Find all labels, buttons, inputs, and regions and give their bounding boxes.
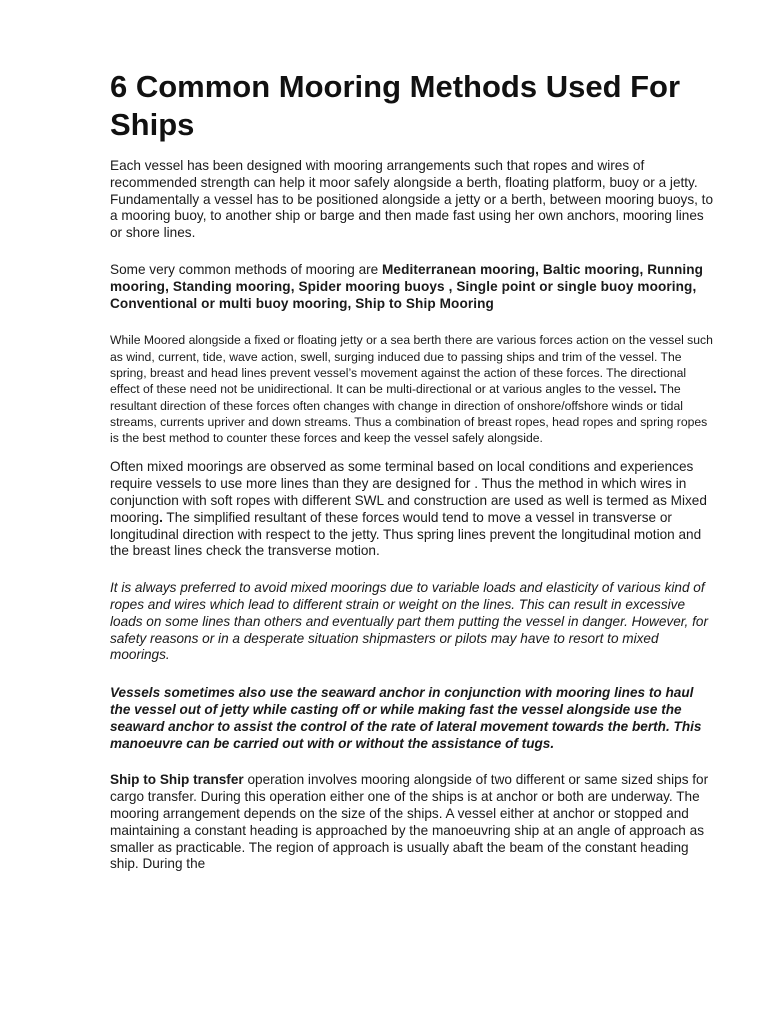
seaward-anchor-paragraph: Vessels sometimes also use the seaward anchor in conjunction with mooring lines to haul the vessel out of jetty while casting off or while making fast the vessel alongside use the seaward anchor to assist the control of the rate of lateral movement towards the berth. This manoeuvre can be carried out with or without the assistance of tugs.	[110, 685, 702, 751]
sts-lead: Ship to Ship transfer	[110, 772, 244, 788]
methods-list: Mediterranean mooring, Baltic mooring, Running mooring, Standing mooring, Spider mooring buoys , Single point or single buoy mooring, Conventional or multi buoy mooring, Ship to Ship Mooring	[110, 261, 704, 311]
mixed-text-2: The simplified resultant of these forces would tend to move a vessel in transverse or longitudinal direction with respect to the jetty. Thus spring lines prevent the longitudinal motion and the breast lines check the transverse motion.	[110, 509, 702, 559]
mixed-mooring-paragraph	[110, 459, 714, 560]
forces-text-2: The resultant direction of these forces often changes with change in direction of onshore/offshore winds or tidal streams, currents upriver and down streams. Thus a combination of breast ropes, head ropes and spring ropes is the best method to counter these forces and keep the vessel safely alongside.	[110, 382, 708, 446]
methods-lead: Some very common methods of mooring are	[110, 261, 382, 277]
warning-paragraph: It is always preferred to avoid mixed moorings due to variable loads and elasticity of various kind of ropes and wires which lead to different strain or weight on the lines. This can result in excessive loads on some lines than others and eventually part them putting the vessel in danger. However, for safety reasons or in a desperate situation shipmasters or pilots may have to resort to mixed moorings.	[110, 580, 708, 663]
page-title: 6 Common Mooring Methods Used For Ships	[110, 69, 681, 142]
mixed-text-1: Often mixed moorings are observed as some terminal based on local conditions and experiences require vessels to use more lines than they are designed for . Thus the method in which wires in conjunction with soft ropes with different SWL and construction are used as well is termed as Mixed mooring	[110, 459, 707, 525]
mixed-dot: .	[159, 509, 163, 525]
document-page	[110, 68, 714, 873]
forces-text-1: While Moored alongside a fixed or floating jetty or a sea berth there are various forces action on the vessel such as wind, current, tide, wave action, swell, surging induced due to passing ships and trim of the vessel. The spring, breast and head lines prevent vessel’s movement against the action of these forces. The directional effect of these need not be unidirectional. It can be multi-directional or at various angles to the vessel	[110, 333, 713, 397]
sts-text: operation involves mooring alongside of two different or same sized ships for cargo transfer. During this operation either one of the ships is at anchor or both are underway. The mooring arrangement depends on the size of the ships. A vessel either at anchor or stopped and maintaining a constant heading is approached by the manoeuvring ship at an angle of approach as smaller as practicable. The region of approach is usually abaft the beam of the constant heading ship. During the	[110, 772, 709, 872]
forces-paragraph	[110, 332, 714, 446]
intro-paragraph: Each vessel has been designed with mooring arrangements such that ropes and wires of recommended strength can help it moor safely alongside a berth, floating platform, buoy or a jetty. Fundamentally a vessel has to be positioned alongside a jetty or a berth, between mooring buoys, to a mooring buoy, to another ship or barge and then made fast using her own anchors, mooring lines or shore lines.	[110, 158, 714, 241]
methods-paragraph	[110, 262, 714, 312]
forces-dot: .	[653, 382, 657, 397]
ship-to-ship-paragraph	[110, 772, 714, 873]
